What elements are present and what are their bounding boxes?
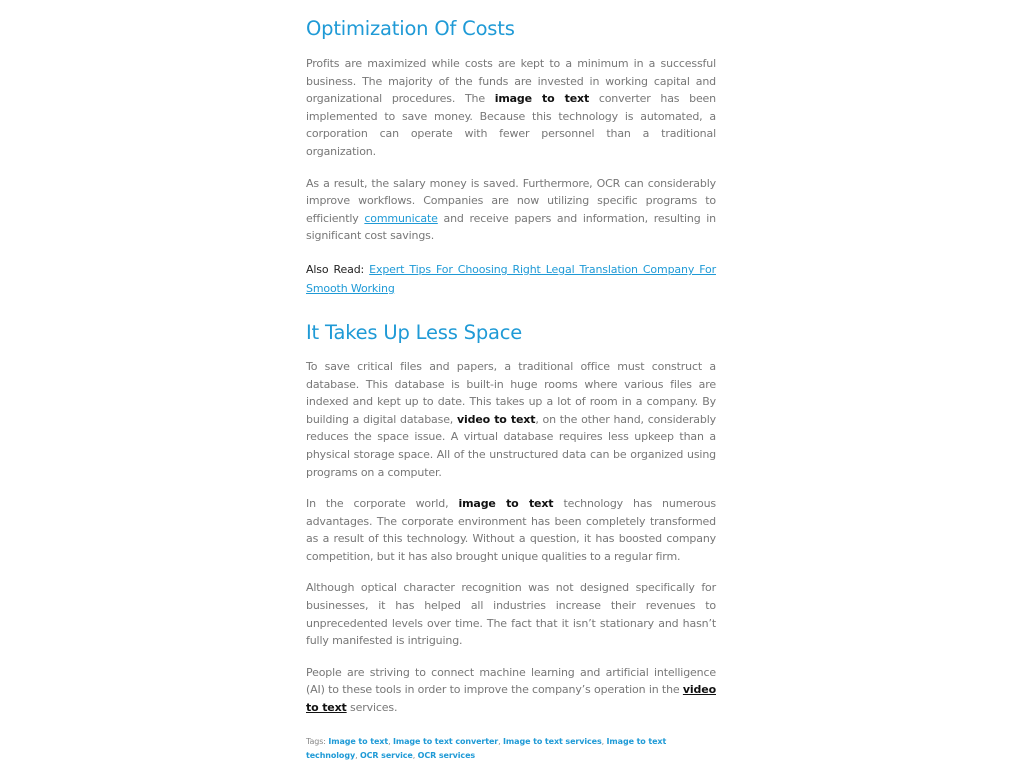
tag-link[interactable]: Image to text converter	[392, 736, 499, 746]
tags-list	[306, 735, 716, 763]
paragraph-text: Profits are maximized while costs are kept to a minimum in a successful business. The majority of the funds are invested in working capital and organizational procedures. The	[306, 57, 716, 106]
link-video-to-text[interactable]: video to text	[306, 683, 716, 715]
paragraph-text: To save critical files and papers, a traditional office must construct a database. This database is built-in huge rooms where various files are indexed and kept up to date. This takes up a lot of room in a company. By building a digital database,	[306, 359, 716, 426]
paragraph	[306, 55, 716, 161]
paragraph	[306, 358, 716, 481]
tag-link[interactable]: OCR services	[417, 750, 476, 760]
section-heading-optimization: Optimization Of Costs	[306, 17, 515, 40]
paragraph-text: As a result, the salary money is saved. Furthermore, OCR can considerably improve workflows. Companies are now utilizing specific programs to efficiently	[306, 176, 716, 225]
article	[306, 14, 716, 763]
tag-separator: ,	[388, 736, 393, 746]
tag-separator: ,	[601, 736, 607, 746]
paragraph	[306, 664, 716, 717]
link-communicate[interactable]: communicate	[364, 211, 438, 225]
paragraph-text: , on the other hand, considerably reduces the space issue. A virtual database requires less upkeep than a physical storage space. All of the unstructured data can be organized using programs on a computer.	[306, 412, 716, 479]
paragraph-text: and receive papers and information, resulting in significant cost savings.	[306, 211, 716, 243]
paragraph-text: converter has been implemented to save money. Because this technology is automated, a corporation can operate with fewer personnel than a traditional organization.	[306, 92, 716, 158]
paragraph-text: People are striving to connect machine learning and artificial intelligence (AI) to these tools in order to improve the company’s operation in the	[306, 665, 716, 697]
tag-separator: ,	[355, 750, 360, 760]
tags-label: Tags:	[306, 736, 329, 746]
also-read	[306, 260, 716, 298]
paragraph	[306, 495, 716, 565]
tag-separator: ,	[412, 750, 418, 760]
section-heading-less-space: It Takes Up Less Space	[306, 320, 523, 344]
tag-link[interactable]: Image to text services	[503, 736, 602, 746]
also-read-label: Also Read:	[306, 262, 365, 276]
tag-link[interactable]: OCR service	[359, 750, 413, 760]
keyword-video-to-text: video to text	[456, 412, 536, 426]
tag-separator: ,	[498, 736, 504, 746]
keyword-image-to-text: image to text	[458, 497, 554, 511]
paragraph	[306, 175, 716, 245]
paragraph	[306, 579, 716, 649]
tag-link[interactable]: Image to text	[328, 736, 389, 746]
paragraph-text: In the corporate world,	[306, 497, 459, 511]
tag-link[interactable]: Image to text technology	[306, 736, 667, 760]
keyword-image-to-text: image to text	[494, 92, 590, 106]
paragraph-text: technology has numerous advantages. The corporate environment has been completely transformed as a result of this technology. Without a question, it has boosted company competition, but it has also brought unique qualities to a regular firm.	[306, 497, 716, 563]
paragraph-text: services.	[346, 701, 398, 715]
also-read-link[interactable]: Expert Tips For Choosing Right Legal Translation Company For Smooth Working	[306, 262, 716, 295]
paragraph-text: Although optical character recognition was not designed specifically for businesses, it has helped all industries increase their revenues to unprecedented levels over time. The fact that it isn’t stationary and hasn’t fully manifested is intriguing.	[306, 581, 716, 648]
